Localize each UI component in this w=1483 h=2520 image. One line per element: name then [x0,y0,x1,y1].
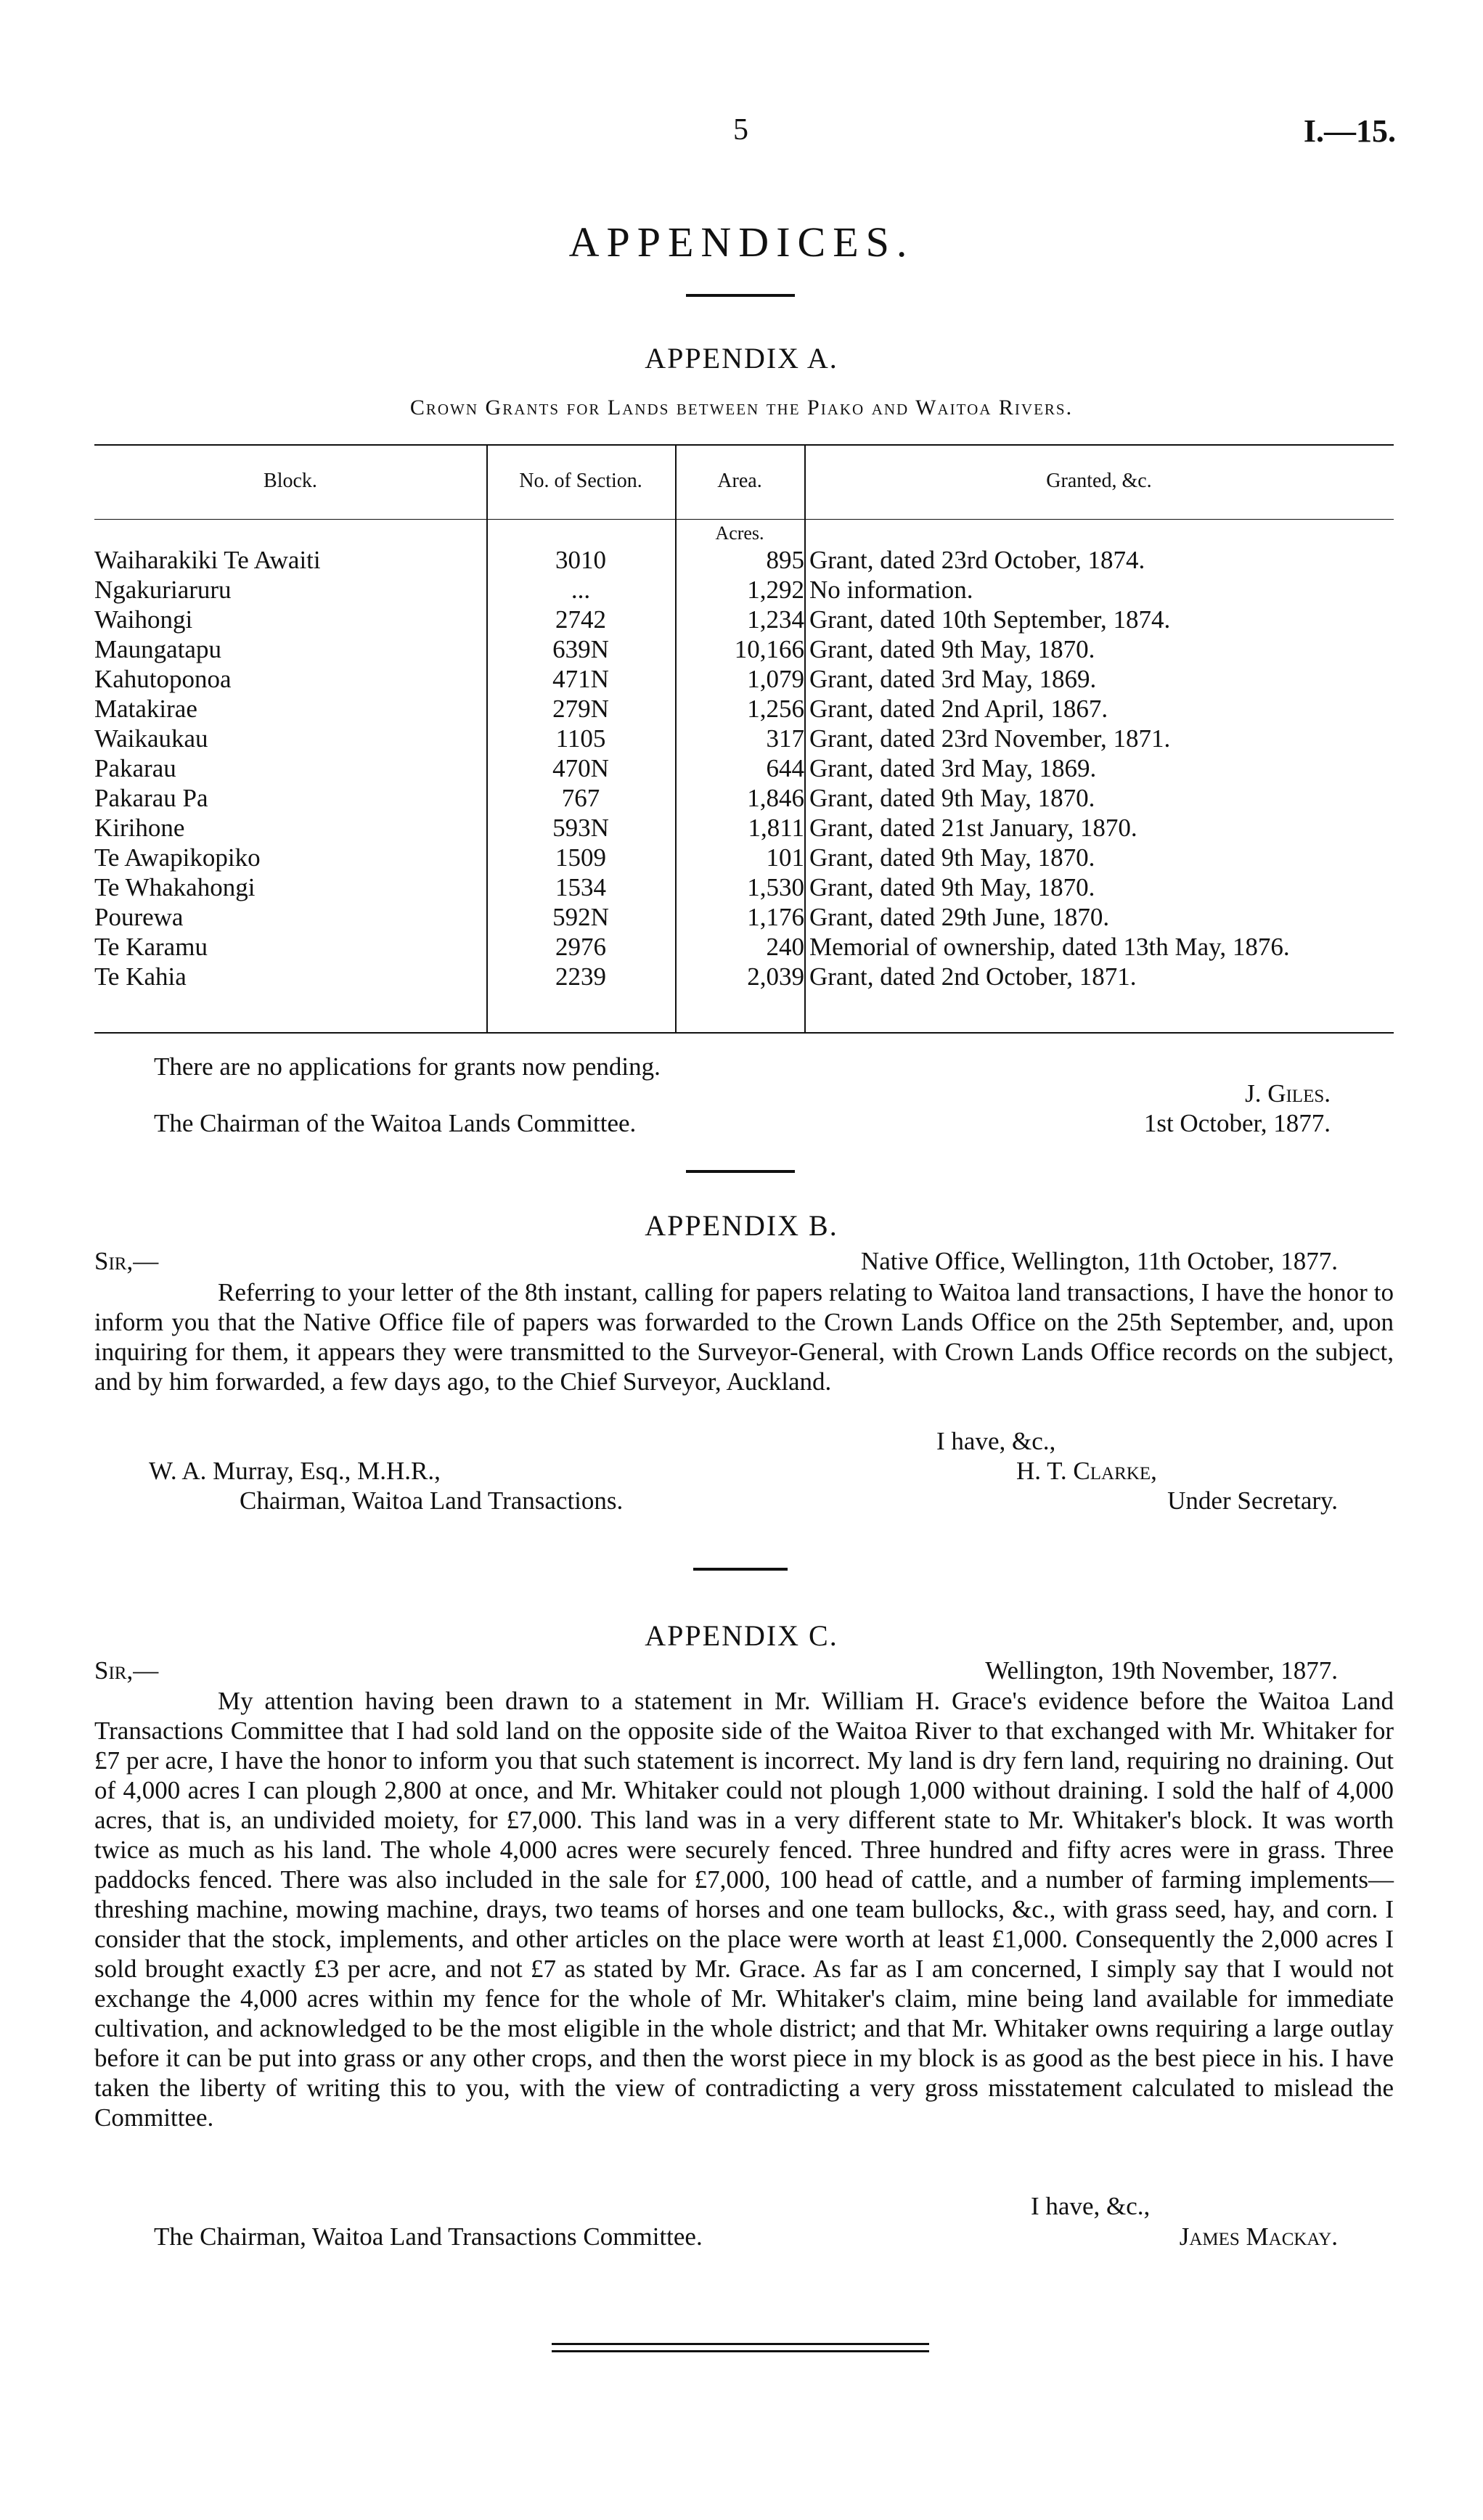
area-acres: 1,846 [747,784,804,812]
section-rule [693,1568,788,1571]
page-number: 5 [733,113,748,147]
appendix-c-heading: APPENDIX C. [645,1619,838,1652]
appendix-c-body: My attention having been drawn to a statement in Mr. William H. Grace's evidence before the Waitoa Land Transactions Committee that I had sold land on the opposite side of the Waitoa River to that exchanged with Mr. Whitaker for £7 per acre, I have the honor to inform you that such statement is incorrect. My land is dry fern land, requiring no draining. Out of 4,000 acres I can plough 2,800 at once, and Mr. Whitaker could not plough 1,000 without draining. I sold the half of 4,000 acres, that is, an undivided moiety, for £7,000. This land was in a very different state to Mr. Whitaker's block. It was worth twice as much as his land. The whole 4,000 acres were securely fenced. Three hundred and fifty acres were in grass. Three paddocks fenced. There was also included in the sale for £7,000, 100 head of cattle, and a number of farming implements—threshing machine, mowing machine, drays, two teams of horses and one team bullocks, &c., with grass seed, hay, and corn. I consider that the stock, implements, and other articles on the place were worth at least £1,000. Consequently the 2,000 acres I sold brought exactly £3 per acre, and not £7 as stated by Mr. Grace. As far as I am concerned, I simply say that I would not exchange the 4,000 acres within my fence for the whole of Mr. Whitaker's claim, mine being land available for immediate cultivation, and acknowledged to be the most eligible in the whole district; and that Mr. Whitaker owns requiring a large outlay before it can be put into grass or any other crops, and then the worst piece in my block is as good as the best piece in his. I have taken the liberty of writing this to you, with the view of contradicting a very gross misstatement calculated to mislead the Committee. [94,1687,1394,2132]
appendix-c-place-date: Wellington, 19th November, 1877. [985,1656,1338,1685]
section-number: 2239 [555,962,606,991]
grant-details: Grant, dated 9th May, 1870. [809,784,1095,812]
appendix-a-heading: APPENDIX A. [645,342,838,375]
block-name: Waiharakiki Te Awaiti [94,546,321,574]
appendix-b-body: Referring to your letter of the 8th instant, calling for papers relating to Waitoa land transactions, I have the honor to inform you that the Native Office file of papers was forwarded to the Crown Lands Office on the 25th September, and, upon inquiring for them, it appears they were transmitted to the Surveyor-General, with Crown Lands Office records on the subject, and by him forwarded, a few days ago, to the Chief Surveyor, Auckland. [94,1278,1394,1396]
section-number: 471N [552,665,609,693]
section-number: 3010 [555,546,606,574]
table-row [94,753,1394,783]
block-name: Pakarau Pa [94,784,208,812]
appendix-b-place-date: Native Office, Wellington, 11th October, 1877. [860,1247,1338,1275]
area-acres: 240 [766,933,804,961]
block-name: Ngakuriaruru [94,576,232,604]
document-reference: I.—15. [1303,113,1396,149]
block-name: Te Kahia [94,962,187,991]
grant-details: Grant, dated 23rd November, 1871. [809,724,1171,753]
area-acres: 2,039 [747,962,804,991]
block-name: Pourewa [94,903,184,931]
section-number: 593N [552,814,609,842]
grant-details: No information. [809,576,973,604]
section-rule [686,1170,795,1173]
column-header-section: No. of Section. [519,470,642,492]
appendix-c-signature: James Mackay. [1179,2222,1338,2251]
section-number: 639N [552,635,609,663]
appendix-c-salutation: Sir,— [94,1656,159,1685]
area-acres: 10,166 [734,635,804,663]
area-acres: 1,811 [748,814,804,842]
table-row [94,694,1394,724]
grant-details: Grant, dated 2nd October, 1871. [809,962,1137,991]
section-number: 470N [552,754,609,782]
appendix-b-addressee-1: W. A. Murray, Esq., M.H.R., [149,1457,441,1485]
area-unit-label: Acres. [715,523,764,544]
table-row [94,932,1394,962]
appendix-b-closing: I have, &c., [936,1427,1056,1455]
table-row [94,634,1394,664]
end-rule-bottom [552,2350,929,2352]
table-row [94,783,1394,813]
section-number: 1509 [555,843,606,872]
block-name: Kirihone [94,814,185,842]
table-row [94,664,1394,694]
section-number: 592N [552,903,609,931]
column-header-block: Block. [263,470,317,492]
appendix-c-addressee: The Chairman, Waitoa Land Transactions Committee. [154,2222,703,2251]
appendix-c-closing: I have, &c., [1031,2192,1151,2220]
area-acres: 1,079 [747,665,804,693]
grant-details: Grant, dated 29th June, 1870. [809,903,1110,931]
table-header-rule [94,519,1394,520]
section-number: 767 [561,784,600,812]
appendix-a-signature: J. Giles. [1245,1079,1331,1108]
grant-details: Grant, dated 23rd October, 1874. [809,546,1145,574]
table-row [94,575,1394,605]
appendix-a-date: 1st October, 1877. [1143,1109,1331,1137]
table-row [94,872,1394,902]
block-name: Waikaukau [94,724,208,753]
area-acres: 101 [766,843,804,872]
table-row [94,605,1394,634]
grant-details: Grant, dated 3rd May, 1869. [809,665,1097,693]
section-number: 2976 [555,933,606,961]
area-acres: 1,234 [747,605,804,634]
grant-details: Grant, dated 21st January, 1870. [809,814,1137,842]
appendix-a-addressee: The Chairman of the Waitoa Lands Committee. [154,1109,637,1137]
grant-details: Memorial of ownership, dated 13th May, 1876. [809,933,1290,961]
table-row [94,813,1394,843]
table-bottom-rule [94,1032,1394,1034]
grant-details: Grant, dated 9th May, 1870. [809,635,1095,663]
grant-details: Grant, dated 3rd May, 1869. [809,754,1097,782]
table-row [94,545,1394,575]
appendix-b-signature-title: Under Secretary. [1167,1486,1338,1515]
area-acres: 1,176 [747,903,804,931]
table-row [94,902,1394,932]
block-name: Matakirae [94,695,197,723]
appendix-b-signature: H. T. Clarke, [1016,1457,1157,1485]
pending-note: There are no applications for grants now pending. [154,1052,661,1081]
block-name: Kahutoponoa [94,665,232,693]
appendix-b-addressee-2: Chairman, Waitoa Land Transactions. [240,1486,624,1515]
block-name: Maungatapu [94,635,221,663]
column-header-granted: Granted, &c. [1046,470,1152,492]
appendix-b-salutation: Sir,— [94,1247,159,1275]
table-top-rule [94,444,1394,446]
section-number: 1105 [555,724,606,753]
page-title: APPENDICES. [568,218,915,266]
end-rule-top [552,2343,929,2345]
table-row [94,962,1394,991]
block-name: Te Whakahongi [94,873,256,901]
title-rule [686,294,795,297]
table-row [94,724,1394,753]
section-number: 279N [552,695,609,723]
area-acres: 644 [766,754,804,782]
appendix-a-subheading: Crown Grants for Lands between the Piako and Waitoa Rivers. [409,396,1074,420]
area-acres: 895 [766,546,804,574]
appendix-b-heading: APPENDIX B. [645,1209,838,1242]
column-header-area: Area. [717,470,762,492]
table-row [94,843,1394,872]
section-number: ... [571,576,591,604]
grant-details: Grant, dated 9th May, 1870. [809,873,1095,901]
area-acres: 1,530 [747,873,804,901]
block-name: Pakarau [94,754,176,782]
grant-details: Grant, dated 10th September, 1874. [809,605,1171,634]
grant-details: Grant, dated 2nd April, 1867. [809,695,1108,723]
area-acres: 317 [766,724,804,753]
block-name: Te Karamu [94,933,208,961]
area-acres: 1,292 [747,576,804,604]
section-number: 1534 [555,873,606,901]
block-name: Te Awapikopiko [94,843,261,872]
area-acres: 1,256 [747,695,804,723]
section-number: 2742 [555,605,606,634]
grant-details: Grant, dated 9th May, 1870. [809,843,1095,872]
crown-grants-table [94,444,1394,1034]
block-name: Waihongi [94,605,193,634]
